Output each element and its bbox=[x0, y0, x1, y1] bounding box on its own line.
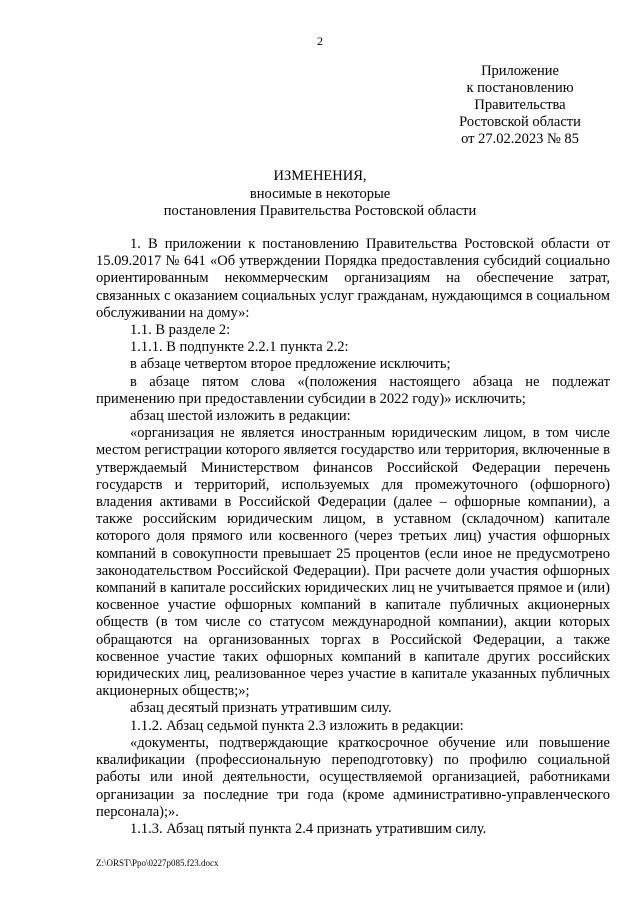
appendix-line: Приложение bbox=[481, 63, 559, 79]
paragraph: 1.1. В разделе 2: bbox=[130, 322, 231, 339]
document-body bbox=[96, 236, 610, 838]
appendix-line: от 27.02.2023 № 85 bbox=[461, 131, 579, 147]
paragraph: 1. В приложении к постановлению Правительства Ростовской области от 15.09.2017 № 641 «Об утверждении Порядка предоставления субсидий социально ориентированным некоммерческим организациям на обеспечение затрат, связанных с оказанием социальных услуг гражданам, нуждающимся в социальном обслуживании на дому»: bbox=[96, 236, 610, 321]
paragraph: абзац десятый признать утратившим силу. bbox=[130, 700, 392, 717]
document-title bbox=[0, 168, 640, 221]
page-number: 2 bbox=[317, 34, 323, 48]
appendix-line: Ростовской области bbox=[459, 114, 581, 130]
title-line: постановления Правительства Ростовской области bbox=[163, 203, 477, 219]
paragraph: «организация не является иностранным юридическим лицом, в том числе местом регистрации которого является государство или территория, включенные в утверждаемый Министерством финансов Российской Федерации перечень государств и территорий, используемых для промежуточного (офшорного) владения активами в Российской Федерации (далее – офшорные компании), а также российским юридическим лицом, в уставном (складочном) капитале которого доля прямого или косвенного (через третьих лиц) участия офшорных компаний в совокупности превышает 25 процентов (если иное не предусмотрено законодательством Российской Федерации). При расчете доли участия офшорных компаний в капитале российских юридических лиц не учитывается прямое и (или) косвенное участие офшорных компаний в капитале публичных акционерных обществ (в том числе со статусом международной компании), акции которых обращаются на организованных торгах в Российской Федерации, а также косвенное участие таких офшорных компаний в капитале других российских юридических лиц, реализованное через участие в капитале указанных публичных акционерных обществ;»; bbox=[96, 425, 610, 700]
paragraph: в абзаце пятом слова «(положения настоящего абзаца не подлежат применению при предоставлении субсидии в 2022 году)» исключить; bbox=[96, 373, 610, 407]
paragraph: 1.1.1. В подпункте 2.2.1 пункта 2.2: bbox=[130, 339, 349, 356]
paragraph: абзац шестой изложить в редакции: bbox=[130, 408, 351, 425]
appendix-block bbox=[430, 63, 610, 148]
paragraph: в абзаце четвертом второе предложение исключить; bbox=[130, 356, 451, 373]
title-line: ИЗМЕНЕНИЯ, bbox=[273, 168, 367, 184]
appendix-line: Правительства bbox=[474, 97, 566, 113]
file-path-footer: Z:\ORST\Ppo\0227p085.f23.docx bbox=[96, 858, 219, 868]
paragraph: «документы, подтверждающие краткосрочное обучение или повышение квалификации (профессиональную переподготовку) по профилю социальной работы или иной деятельности, осуществляемой организацией, работниками организации за последние три года (кроме административно-управленческого персонала);». bbox=[96, 734, 610, 820]
paragraph: 1.1.3. Абзац пятый пункта 2.4 признать утратившим силу. bbox=[130, 820, 487, 837]
paragraph: 1.1.2. Абзац седьмой пункта 2.3 изложить в редакции: bbox=[130, 717, 464, 734]
appendix-line: к постановлению bbox=[466, 80, 574, 96]
title-line: вносимые в некоторые bbox=[249, 185, 391, 202]
